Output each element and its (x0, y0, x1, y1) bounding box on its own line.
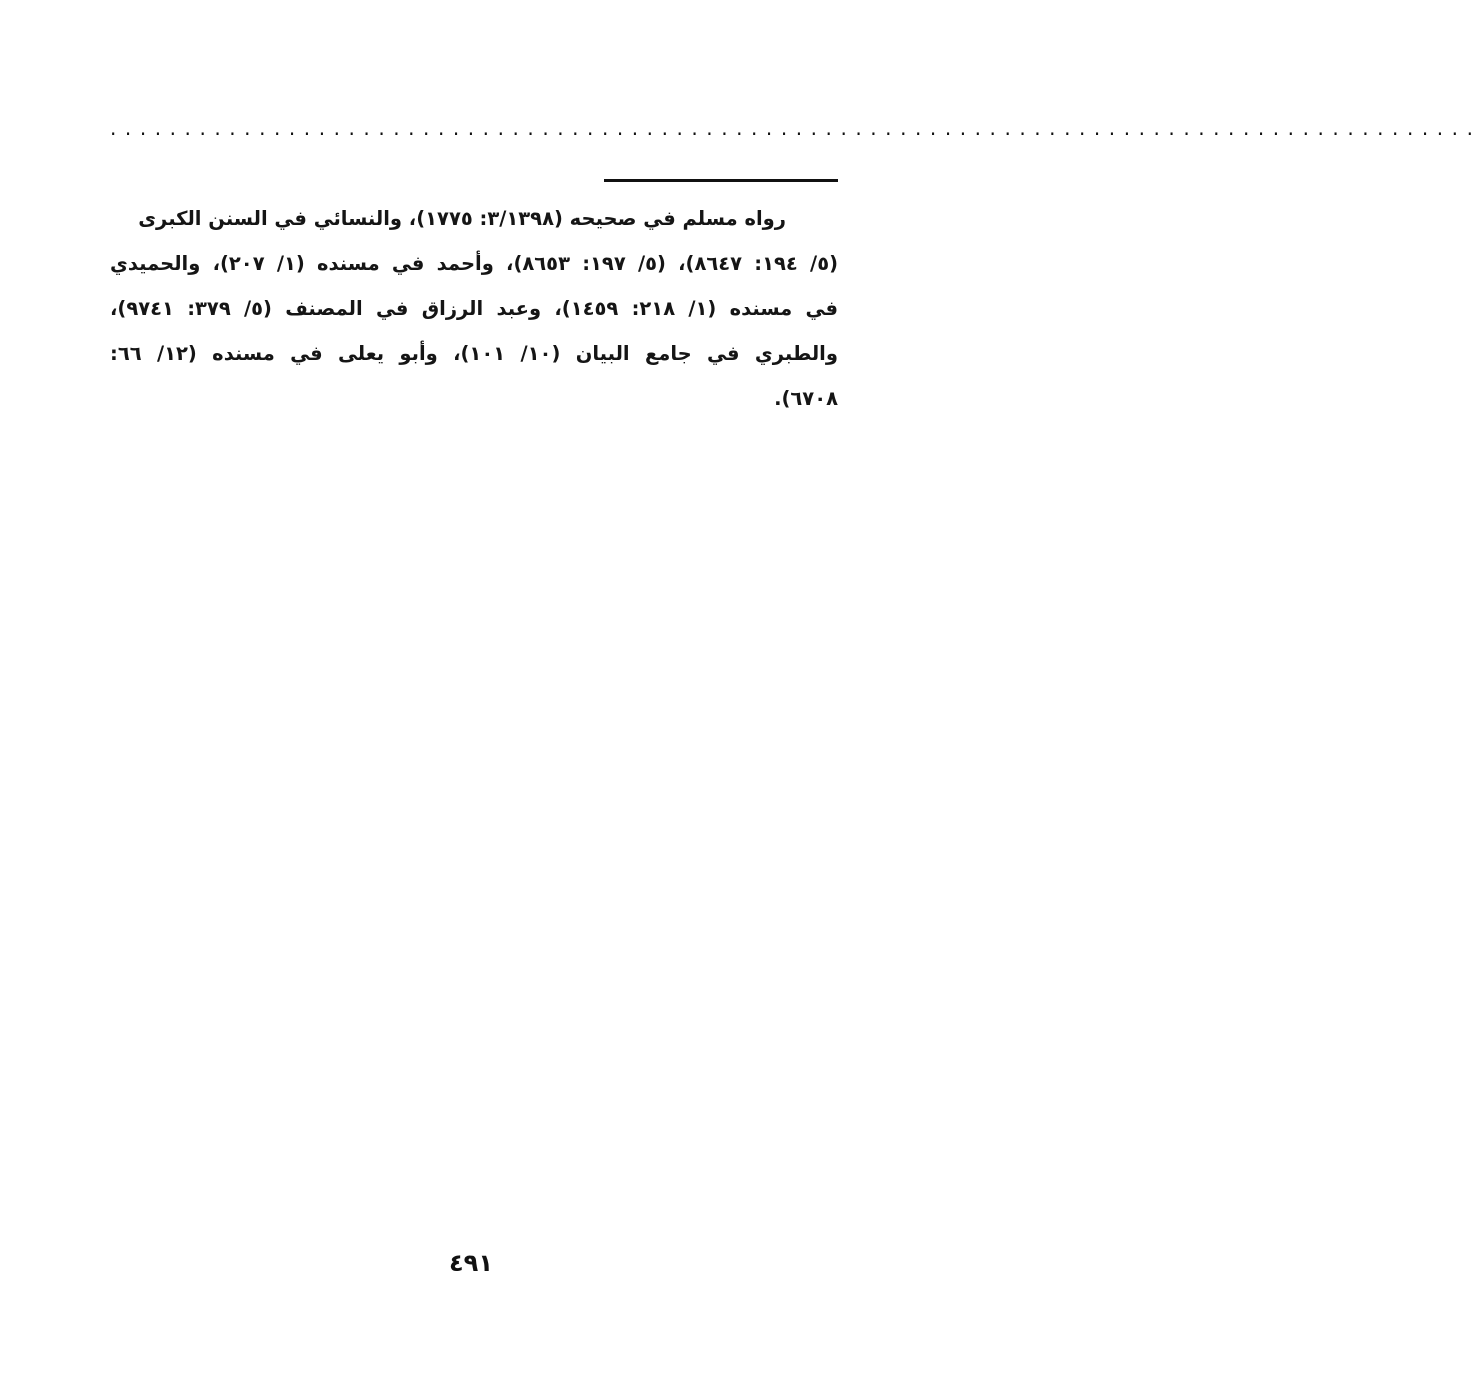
footnote-line-2: (٥/ ١٩٤: ٨٦٤٧)، (٥/ ١٩٧: ٨٦٥٣)، وأحمد في مسنده (١/ ٢٠٧)، والحميدي (110, 252, 839, 275)
footnote-line-5: ٦٧٠٨). (774, 387, 838, 410)
page-number: ٤٩١ (449, 1249, 493, 1277)
dotted-separator: ............................................................................................ (110, 116, 1481, 140)
footnote-text (110, 196, 838, 421)
footnote-line-4: والطبري في جامع البيان (١٠/ ١٠١)، وأبو يعلى في مسنده (١٢/ ٦٦: (110, 342, 838, 365)
footnote-line-3: في مسنده (١/ ٢١٨: ١٤٥٩)، وعبد الرزاق في المصنف (٥/ ٣٧٩: ٩٧٤١)، (110, 297, 839, 320)
footnote-line-1: رواه مسلم في صحيحه (٣/١٣٩٨: ١٧٧٥)، والنسائي في السنن الكبرى (138, 207, 786, 230)
footnote-rule (604, 179, 838, 182)
